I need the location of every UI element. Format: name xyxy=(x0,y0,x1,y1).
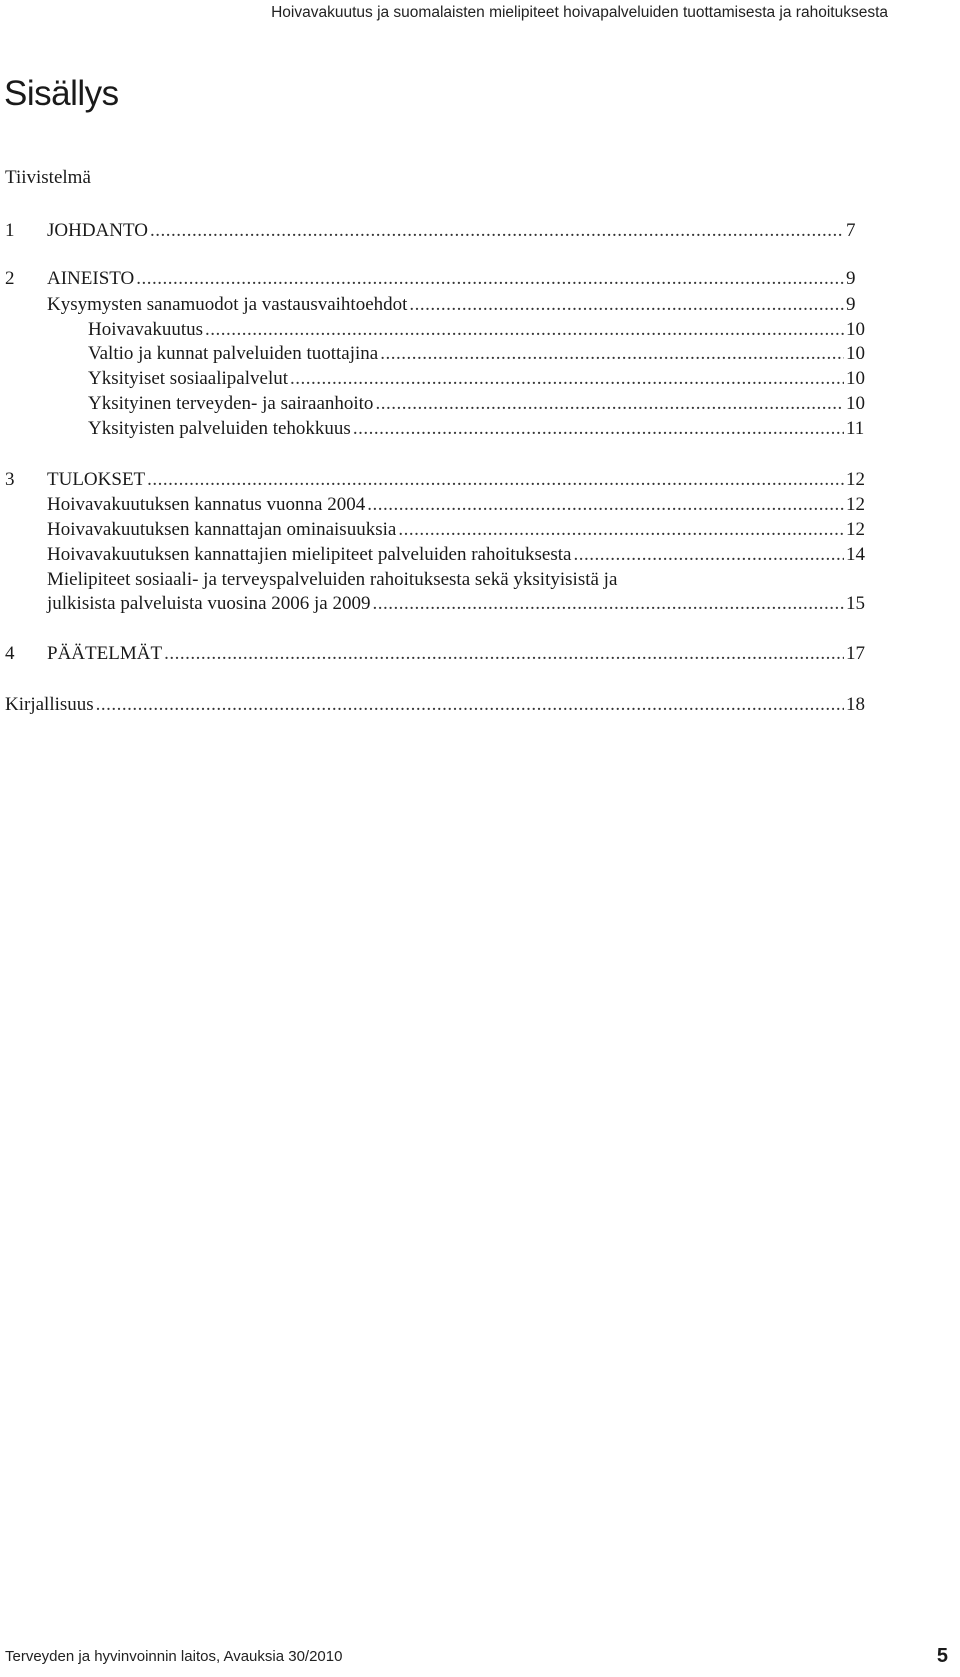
toc-entry-page: 10 xyxy=(846,319,865,340)
toc-entry[interactable] xyxy=(0,343,870,369)
toc-entry-page: 12 xyxy=(846,494,865,515)
toc-entry-title: julkisista palveluista vuosina 2006 ja 2009 xyxy=(47,593,371,614)
toc-entry-page: 10 xyxy=(846,343,865,364)
toc-dot-leader xyxy=(96,694,844,716)
toc-entry[interactable] xyxy=(0,569,870,595)
toc-entry-title: TULOKSET xyxy=(47,469,146,490)
toc-entry-title: Yksityinen terveyden- ja sairaanhoito xyxy=(88,393,374,414)
toc-entry[interactable] xyxy=(0,694,870,720)
toc-entry[interactable] xyxy=(0,494,870,520)
toc-entry[interactable] xyxy=(0,268,870,294)
toc-dot-leader xyxy=(205,319,844,341)
toc-dot-leader xyxy=(375,393,844,415)
toc-entry-page: 17 xyxy=(846,643,865,664)
toc-entry[interactable] xyxy=(0,319,870,345)
toc-entry-number: 2 xyxy=(5,268,15,289)
toc-entry-title: Hoivavakuutuksen kannatus vuonna 2004 xyxy=(47,494,366,515)
page-number: 5 xyxy=(936,1645,948,1667)
toc-entry[interactable] xyxy=(0,294,870,320)
toc-entry[interactable] xyxy=(0,519,870,545)
toc-entry[interactable] xyxy=(0,544,870,570)
toc-entry-page: 11 xyxy=(846,418,865,439)
toc-entry[interactable] xyxy=(0,167,870,193)
toc-entry[interactable] xyxy=(0,593,870,619)
toc-entry[interactable] xyxy=(0,393,870,419)
toc-entry-page: 10 xyxy=(846,393,865,414)
toc-dot-leader xyxy=(373,593,845,615)
toc-dot-leader xyxy=(164,643,844,665)
toc-entry-page: 18 xyxy=(846,694,865,715)
toc-entry-number: 3 xyxy=(5,469,15,490)
toc-dot-leader xyxy=(398,519,844,541)
toc-entry[interactable] xyxy=(0,220,870,246)
toc-dot-leader xyxy=(380,343,844,365)
toc-entry-title: JOHDANTO xyxy=(47,220,148,241)
toc-dot-leader xyxy=(150,220,844,242)
toc-entry-title: Yksityiset sosiaalipalvelut xyxy=(88,368,289,389)
toc-entry-page: 15 xyxy=(846,593,865,614)
toc-entry-title: Mielipiteet sosiaali- ja terveyspalveluiden rahoituksesta sekä yksityisistä ja xyxy=(47,569,618,590)
toc-entry-title: Hoivavakuutuksen kannattajien mielipiteet palveluiden rahoituksesta xyxy=(47,544,572,565)
toc-entry-page: 12 xyxy=(846,519,865,540)
toc-entry[interactable] xyxy=(0,418,870,444)
toc-entry[interactable] xyxy=(0,643,870,669)
toc-entry-page: 9 xyxy=(846,268,856,289)
toc-dot-leader xyxy=(409,294,844,316)
toc-dot-leader xyxy=(136,268,844,290)
footer-publisher: Terveyden ja hyvinvoinnin laitos, Avauksia 30/2010 xyxy=(5,1648,343,1665)
toc-entry-number: 1 xyxy=(5,220,15,241)
toc-entry[interactable] xyxy=(0,368,870,394)
toc-entry-page: 12 xyxy=(846,469,865,490)
toc-entry-title: Kysymysten sanamuodot ja vastausvaihtoehdot xyxy=(47,294,408,315)
toc-entry-page: 14 xyxy=(846,544,865,565)
toc-entry-page: 9 xyxy=(846,294,856,315)
toc-entry-title: Valtio ja kunnat palveluiden tuottajina xyxy=(88,343,379,364)
toc-dot-leader xyxy=(147,469,844,491)
toc-entry-title: PÄÄTELMÄT xyxy=(47,643,163,664)
toc-dot-leader xyxy=(353,418,844,440)
page-title: Sisällys xyxy=(4,74,119,113)
running-header: Hoivavakuutus ja suomalaisten mielipiteet hoivapalveluiden tuottamisesta ja rahoituksesta xyxy=(271,4,888,21)
toc-dot-leader xyxy=(367,494,844,516)
toc-entry-page: 7 xyxy=(846,220,856,241)
toc-entry-number: 4 xyxy=(5,643,15,664)
toc-entry-title: Yksityisten palveluiden tehokkuus xyxy=(88,418,351,439)
toc-entry-page: 10 xyxy=(846,368,865,389)
toc-entry-title: AINEISTO xyxy=(47,268,135,289)
toc-entry-title: Hoivavakuutuksen kannattajan ominaisuuksia xyxy=(47,519,397,540)
toc-entry[interactable] xyxy=(0,469,870,495)
toc-dot-leader xyxy=(290,368,844,390)
toc-entry-title: Tiivistelmä xyxy=(5,167,91,188)
toc-dot-leader xyxy=(573,544,844,566)
toc-entry-title: Hoivavakuutus xyxy=(88,319,204,340)
toc-entry-title: Kirjallisuus xyxy=(5,694,94,715)
